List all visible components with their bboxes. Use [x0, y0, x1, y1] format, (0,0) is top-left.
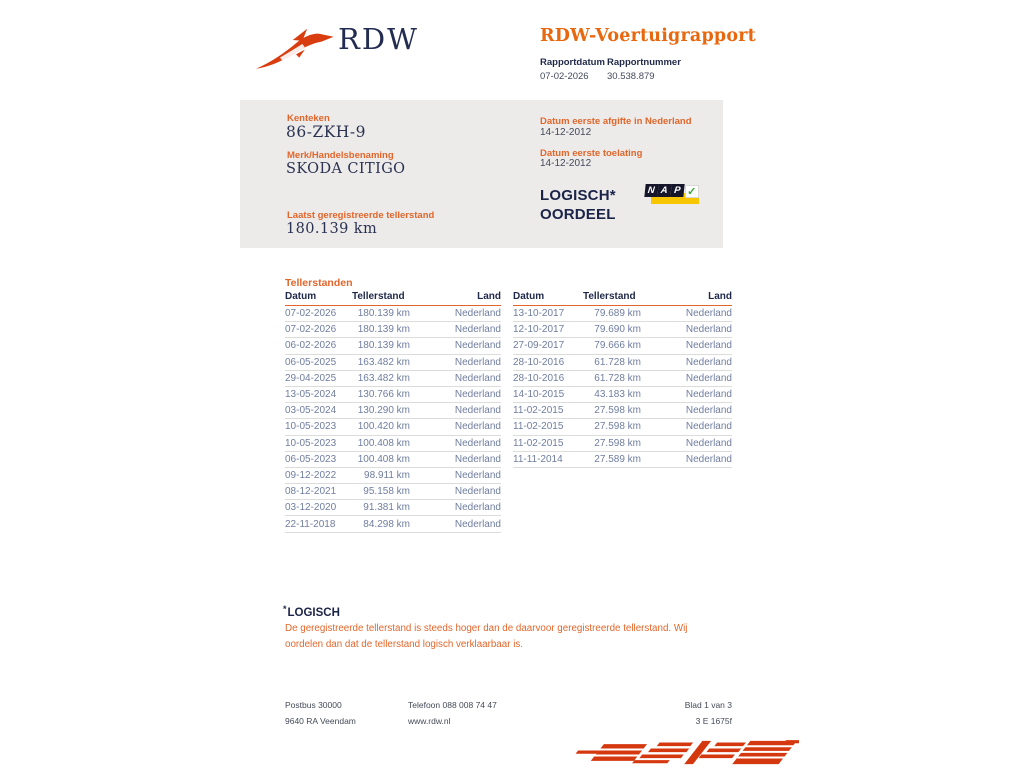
report-date-value: 07-02-2026: [540, 71, 589, 82]
land-cell: Nederland: [641, 306, 732, 322]
footnote-title: [283, 604, 340, 619]
tellerstand-cell: 27.598 km: [583, 419, 641, 435]
report-number-block: [607, 57, 681, 82]
table-row: [285, 435, 501, 451]
column-header-tellerstand: Tellerstand: [352, 290, 410, 306]
land-cell: Nederland: [410, 435, 501, 451]
report-number-value: 30.538.879: [607, 71, 655, 82]
tellerstand-cell: 43.183 km: [583, 386, 641, 402]
datum-cell: 29-04-2025: [285, 370, 352, 386]
table-row: [285, 403, 501, 419]
datum-cell: 09-12-2022: [285, 467, 352, 483]
land-cell: Nederland: [410, 451, 501, 467]
table-row: [513, 403, 732, 419]
report-date-block: [540, 57, 605, 82]
kenteken-label: Kenteken: [287, 113, 330, 124]
tellerstand-cell: 130.766 km: [352, 386, 410, 402]
tellerstand-cell: 61.728 km: [583, 354, 641, 370]
merk-label: Merk/Handelsbenaming: [287, 150, 394, 161]
table-row: [285, 500, 501, 516]
footer-phone: Telefoon 088 008 74 47: [408, 700, 497, 710]
kenteken-value: 86-ZKH-9: [286, 123, 366, 141]
land-cell: Nederland: [641, 354, 732, 370]
datum-cell: 13-05-2024: [285, 386, 352, 402]
table-row: [285, 419, 501, 435]
table-row: [513, 354, 732, 370]
nap-checkmark-icon: ✓: [685, 185, 699, 199]
rdw-stripes-graphic: [543, 737, 799, 768]
column-header-tellerstand: Tellerstand: [583, 290, 641, 306]
tellerstand-label: Laatst geregistreerde tellerstand: [287, 210, 435, 221]
tellerstand-cell: 180.139 km: [352, 338, 410, 354]
nap-logo: [645, 184, 703, 208]
toelating-value: 14-12-2012: [540, 158, 592, 169]
datum-cell: 11-11-2014: [513, 451, 583, 467]
footer-address-line1: Postbus 30000: [285, 700, 342, 710]
table-row: [285, 516, 501, 532]
toelating-label: Datum eerste toelating: [540, 148, 643, 159]
tellerstand-cell: 95.158 km: [352, 484, 410, 500]
datum-cell: 07-02-2026: [285, 306, 352, 322]
datum-cell: 28-10-2016: [513, 354, 583, 370]
land-cell: Nederland: [410, 306, 501, 322]
tellerstand-cell: 130.290 km: [352, 403, 410, 419]
tellerstand-cell: 79.690 km: [583, 322, 641, 338]
column-header-land: Land: [410, 290, 501, 306]
column-header-land: Land: [641, 290, 732, 306]
tellerstand-cell: 79.666 km: [583, 338, 641, 354]
table-row: [285, 322, 501, 338]
table-row: [513, 451, 732, 467]
table-header-row: [513, 290, 732, 306]
table-row: [285, 386, 501, 402]
afgifte-value: 14-12-2012: [540, 127, 592, 138]
datum-cell: 06-05-2025: [285, 354, 352, 370]
merk-value: SKODA CITIGO: [286, 161, 406, 177]
datum-cell: 08-12-2021: [285, 484, 352, 500]
footnote-title-text: LOGISCH: [287, 607, 340, 619]
land-cell: Nederland: [410, 322, 501, 338]
datum-cell: 22-11-2018: [285, 516, 352, 532]
vehicle-summary-box: [240, 100, 723, 248]
rdw-bird-logo-icon: [256, 24, 336, 72]
land-cell: Nederland: [641, 435, 732, 451]
table-row: [513, 419, 732, 435]
tellerstand-cell: 61.728 km: [583, 370, 641, 386]
land-cell: Nederland: [410, 354, 501, 370]
table-row: [285, 370, 501, 386]
table-row: [285, 467, 501, 483]
column-header-datum: Datum: [285, 290, 352, 306]
land-cell: Nederland: [641, 338, 732, 354]
land-cell: Nederland: [641, 370, 732, 386]
datum-cell: 10-05-2023: [285, 419, 352, 435]
tellerstand-cell: 98.911 km: [352, 467, 410, 483]
footnote-asterisk: *: [283, 604, 287, 614]
land-cell: Nederland: [641, 451, 732, 467]
datum-cell: 07-02-2026: [285, 322, 352, 338]
datum-cell: 12-10-2017: [513, 322, 583, 338]
datum-cell: 28-10-2016: [513, 370, 583, 386]
table-row: [285, 484, 501, 500]
land-cell: Nederland: [410, 484, 501, 500]
datum-cell: 14-10-2015: [513, 386, 583, 402]
datum-cell: 03-12-2020: [285, 500, 352, 516]
land-cell: Nederland: [641, 322, 732, 338]
datum-cell: 10-05-2023: [285, 435, 352, 451]
tellerstand-value: 180.139 km: [286, 221, 378, 237]
datum-cell: 11-02-2015: [513, 403, 583, 419]
table-row: [285, 451, 501, 467]
afgifte-label: Datum eerste afgifte in Nederland: [540, 116, 692, 127]
report-title: RDW-Voertuigrapport: [540, 26, 756, 46]
tellerstand-cell: 163.482 km: [352, 354, 410, 370]
oordeel-text: [540, 186, 616, 224]
report-number-label: Rapportnummer: [607, 57, 681, 68]
footnote-body: De geregistreerde tellerstand is steeds hoger dan de daarvoor geregistreerde tellerstand. Wij oordelen dan dat de tellerstand logisch verklaarbaar is.: [285, 623, 688, 650]
land-cell: Nederland: [410, 500, 501, 516]
tellerstand-cell: 180.139 km: [352, 306, 410, 322]
datum-cell: 03-05-2024: [285, 403, 352, 419]
table-row: [513, 386, 732, 402]
tellerstand-cell: 100.408 km: [352, 435, 410, 451]
land-cell: Nederland: [410, 516, 501, 532]
table-header-row: [285, 290, 501, 306]
table-row: [285, 338, 501, 354]
datum-cell: 06-02-2026: [285, 338, 352, 354]
table-row: [513, 338, 732, 354]
land-cell: Nederland: [410, 386, 501, 402]
land-cell: Nederland: [410, 403, 501, 419]
footer-page-number: Blad 1 van 3: [684, 700, 732, 710]
tellerstanden-table-right: [513, 290, 732, 468]
nap-letter-p: P: [670, 184, 684, 197]
nap-letter-n: N: [644, 184, 658, 197]
table-row: [513, 435, 732, 451]
tellerstand-cell: 27.598 km: [583, 403, 641, 419]
land-cell: Nederland: [641, 419, 732, 435]
tellerstand-cell: 84.298 km: [352, 516, 410, 532]
land-cell: Nederland: [641, 403, 732, 419]
footer-form-code: 3 E 1675f: [695, 716, 732, 726]
tellerstanden-section-label: Tellerstanden: [285, 277, 353, 289]
tellerstand-cell: 163.482 km: [352, 370, 410, 386]
datum-cell: 06-05-2023: [285, 451, 352, 467]
land-cell: Nederland: [410, 370, 501, 386]
datum-cell: 27-09-2017: [513, 338, 583, 354]
tellerstand-cell: 27.598 km: [583, 435, 641, 451]
tellerstand-cell: 180.139 km: [352, 322, 410, 338]
datum-cell: 11-02-2015: [513, 419, 583, 435]
table-row: [285, 306, 501, 322]
table-row: [513, 322, 732, 338]
footer-website: www.rdw.nl: [408, 716, 451, 726]
land-cell: Nederland: [410, 338, 501, 354]
tellerstand-cell: 91.381 km: [352, 500, 410, 516]
report-date-label: Rapportdatum: [540, 57, 605, 68]
land-cell: Nederland: [410, 467, 501, 483]
nap-letter-a: A: [657, 184, 671, 197]
tellerstand-cell: 100.408 km: [352, 451, 410, 467]
tellerstand-cell: 27.589 km: [583, 451, 641, 467]
footer-address-line2: 9640 RA Veendam: [285, 716, 356, 726]
table-row: [513, 306, 732, 322]
datum-cell: 11-02-2015: [513, 435, 583, 451]
table-row: [513, 370, 732, 386]
oordeel-line2: OORDEEL: [540, 206, 616, 223]
land-cell: Nederland: [410, 419, 501, 435]
column-header-datum: Datum: [513, 290, 583, 306]
tellerstand-cell: 79.689 km: [583, 306, 641, 322]
table-row: [285, 354, 501, 370]
oordeel-line1: LOGISCH*: [540, 187, 616, 204]
datum-cell: 13-10-2017: [513, 306, 583, 322]
rdw-wordmark: RDW: [338, 22, 419, 56]
tellerstand-cell: 100.420 km: [352, 419, 410, 435]
land-cell: Nederland: [641, 386, 732, 402]
tellerstanden-table-left: [285, 290, 501, 533]
